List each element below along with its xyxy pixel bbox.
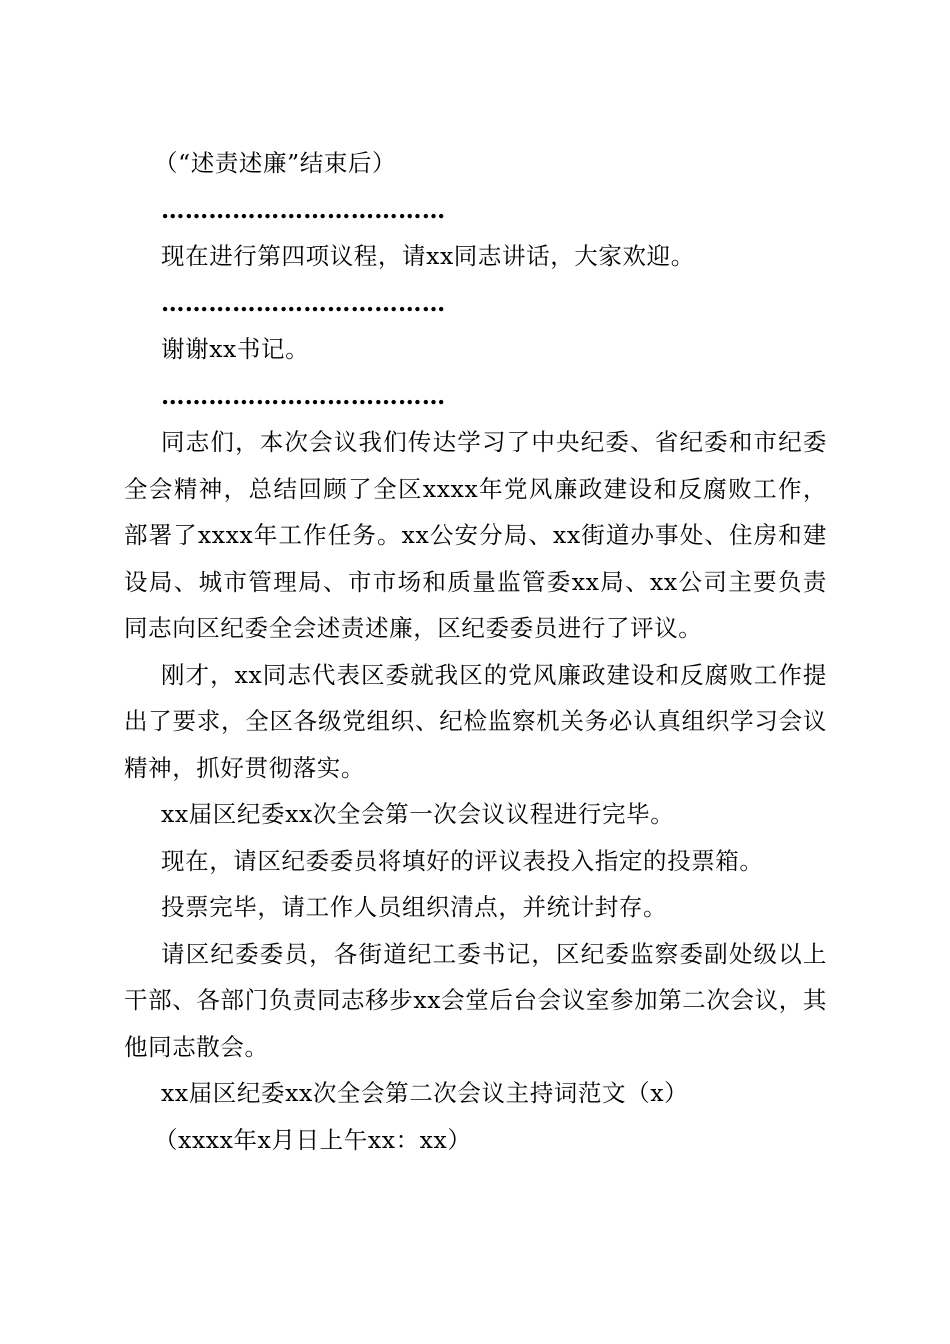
agenda-complete-paragraph: xx届区纪委xx次全会第一次会议议程进行完毕。: [161, 800, 675, 828]
agenda-item-four: 现在进行第四项议程，请xx同志讲话，大家欢迎。: [161, 242, 695, 270]
stage-note: （“述责述廉”结束后）: [154, 149, 397, 177]
document-body: [124, 140, 827, 1163]
meeting-time: （xxxx年x月日上午xx：xx）: [154, 1125, 472, 1154]
vote-count-paragraph: 投票完毕，请工作人员组织清点，并统计封存。: [161, 893, 668, 921]
ellipsis-separator: ………………………………: [161, 288, 446, 317]
requirements-paragraph: 刚才，xx同志代表区委就我区的党风廉政建设和反腐败工作提出了要求，全区各级党组织、纪检监察机关务必认真组织学习会议精神，抓好贯彻落实。: [124, 660, 827, 782]
ellipsis-separator: ………………………………: [161, 195, 446, 224]
second-meeting-paragraph: 请区纪委委员，各街道纪工委书记，区纪委监察委副处级以上干部、各部门负责同志移步xx会堂后台会议室参加第二次会议，其他同志散会。: [124, 939, 827, 1061]
next-script-title: xx届区纪委xx次全会第二次会议主持词范文（x）: [161, 1079, 689, 1107]
thanks-line: 谢谢xx书记。: [161, 335, 310, 363]
summary-paragraph: 同志们，本次会议我们传达学习了中央纪委、省纪委和市纪委全会精神，总结回顾了全区xxxx年党风廉政建设和反腐败工作，部署了xxxx年工作任务。xx公安分局、xx街道办事处、住房和建设局、城市管理局、市市场和质量监管委xx局、xx公司主要负责同志向区纪委全会述责述廉，区纪委委员进行了评议。: [124, 428, 827, 642]
voting-instruction-paragraph: 现在，请区纪委委员将填好的评议表投入指定的投票箱。: [161, 846, 764, 875]
ellipsis-separator: ………………………………: [161, 381, 446, 410]
